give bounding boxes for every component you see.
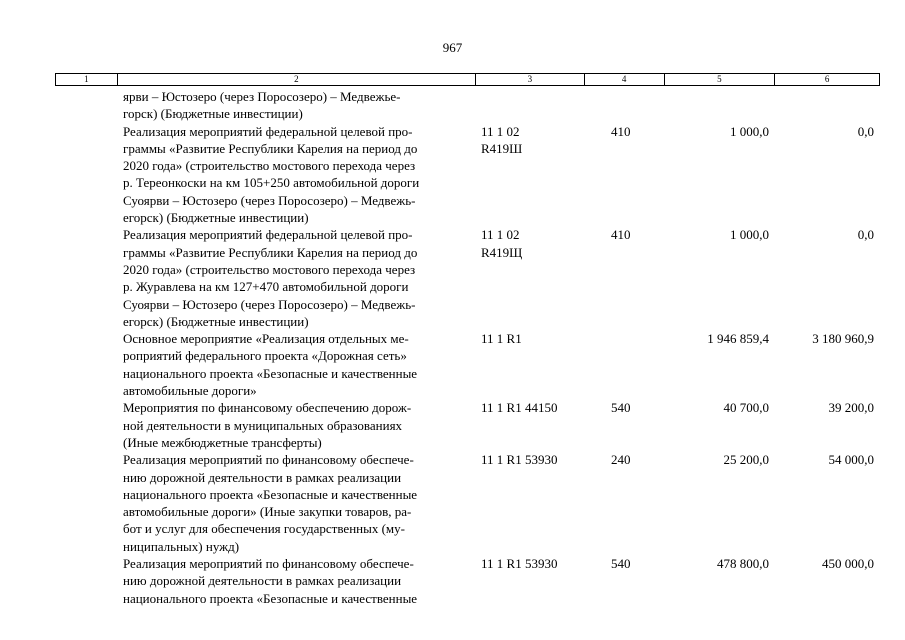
header-col-3: 3 [476,74,585,85]
page-number: 967 [442,40,463,55]
row-description: Мероприятия по финансовому обеспечению дорож- ной деятельности в муниципальных образованиях (Иные межбюджетные трансферты) [123,400,412,450]
row-value-col5: 1 946 859,4 [707,331,769,347]
row-value-col6: 450 000,0 [822,556,874,572]
row-value-col5: 1 000,0 [730,227,769,243]
table-row [0,451,905,555]
header-col-5: 5 [665,74,776,85]
row-description: Реализация мероприятий федеральной целевой про- граммы «Развитие Республики Карелия на период до 2020 года» (строительство мостового перехода через р. Журавлева на км 127+470 автомобильной дороги Суоярви – Юстозеро (через Поросозеро) – Медвежь- егорск) (Бюджетные инвестиции) [123,227,418,329]
row-value-col5: 40 700,0 [723,400,769,416]
table-row [0,88,905,123]
header-col-6: 6 [824,74,830,84]
row-value-col5: 25 200,0 [723,452,769,468]
header-col-4: 4 [585,74,665,85]
table-row [0,555,905,607]
row-description: Реализация мероприятий по финансовому обеспече- нию дорожной деятельности в рамках реализации национального проекта «Безопасные и качественные [123,556,418,606]
row-value-col5: 1 000,0 [730,123,769,139]
row-code: 11 1 R1 [481,331,522,347]
row-value-col6: 39 200,0 [828,400,874,416]
row-expense-type: 410 [611,123,631,139]
row-expense-type: 240 [611,452,631,468]
row-description: Реализация мероприятий федеральной целевой про- граммы «Развитие Республики Карелия на период до 2020 года» (строительство мостового перехода через р. Тереонкоски на км 105+250 автомобильной дороги Суоярви – Юстозеро (через Поросозеро) – Медвежь- егорск) (Бюджетные инвестиции) [123,123,420,226]
row-value-col5: 478 800,0 [717,556,769,572]
row-expense-type: 540 [611,556,631,572]
row-expense-type: 540 [611,400,631,416]
row-code: 11 1 R1 53930 [481,556,558,572]
row-code: 11 1 R1 44150 [481,400,558,416]
table-body [0,88,905,607]
table-row [0,330,905,399]
table-row [0,123,905,227]
header-col-2: 2 [118,74,476,85]
row-description: ярви – Юстозеро (через Поросозеро) – Медвежье- горск) (Бюджетные инвестиции) [123,89,401,122]
row-value-col6: 54 000,0 [828,452,874,468]
row-code: 11 1 02 R419Ш [481,123,523,156]
row-value-col6: 0,0 [857,123,874,139]
row-value-col6: 3 180 960,9 [812,331,874,347]
row-description: Реализация мероприятий по финансовому обеспече- нию дорожной деятельности в рамках реализации национального проекта «Безопасные и качественные автомобильные дороги» (Иные закупки товаров, ра- бот и услуг для обеспечения государственных (му- ниципальных) нужд) [123,452,418,554]
table-row [0,399,905,451]
row-expense-type: 410 [611,227,631,243]
header-col-1: 1 [56,74,118,85]
row-value-col6: 0,0 [857,227,874,243]
table-header [55,73,880,86]
table-row [0,226,905,330]
row-code: 11 1 R1 53930 [481,452,558,468]
row-code: 11 1 02 R419Щ [481,227,523,260]
row-description: Основное мероприятие «Реализация отдельных ме- роприятий федерального проекта «Дорожная сеть» национального проекта «Безопасные и качественные автомобильные дороги» [123,331,418,399]
